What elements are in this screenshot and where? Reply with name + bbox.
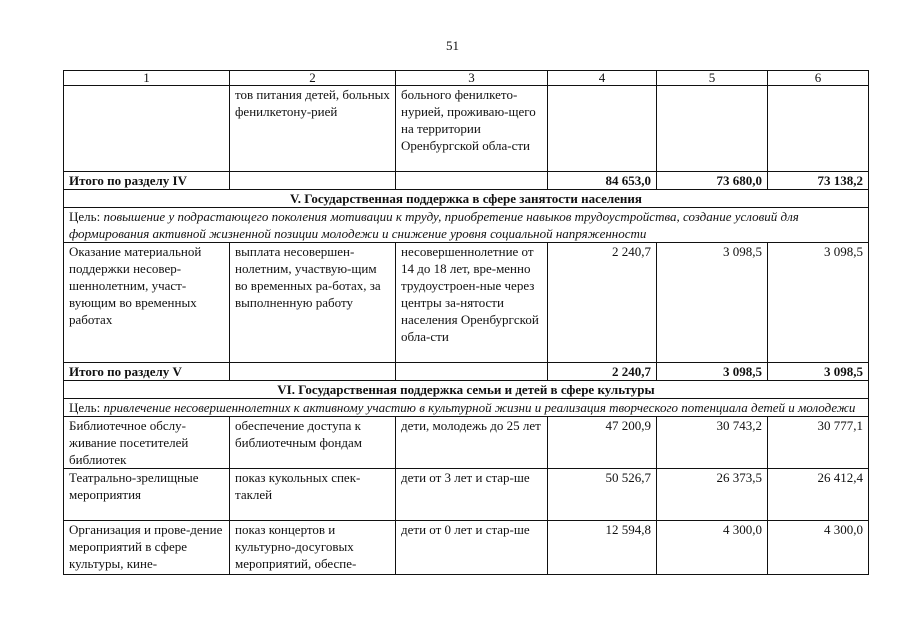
- goal-row: [64, 399, 869, 417]
- value-cell: 12 594,8: [548, 521, 657, 575]
- total-label: Итого по разделу IV: [64, 172, 230, 190]
- content-cell: выплата несовершен-нолетним, участвую-щим во временных ра-ботах, за выполненную работу: [230, 243, 396, 363]
- value-cell: 30 743,2: [657, 417, 768, 469]
- section-heading-row: [64, 190, 869, 208]
- value-cell: 26 412,4: [768, 469, 869, 521]
- activity-cell: Организация и прове-дение мероприятий в сфере культуры, кине-: [64, 521, 230, 575]
- table-row: [64, 521, 869, 575]
- recipients-cell: несовершеннолетние от 14 до 18 лет, вре-менно трудоустроен-ные через центры за-нятости населения Оренбургской обла-сти: [396, 243, 548, 363]
- section-goal: [64, 208, 869, 243]
- value-cell: 47 200,9: [548, 417, 657, 469]
- column-header: 1: [64, 71, 230, 86]
- value-cell: 4 300,0: [657, 521, 768, 575]
- column-header: 3: [396, 71, 548, 86]
- recipients-cell: дети, молодежь до 25 лет: [396, 417, 548, 469]
- value-cell: 30 777,1: [768, 417, 869, 469]
- header-row: [64, 71, 869, 86]
- total-value: 73 138,2: [768, 172, 869, 190]
- section-goal: [64, 399, 869, 417]
- table-row: [64, 86, 869, 172]
- table-row: [64, 417, 869, 469]
- total-value: 2 240,7: [548, 363, 657, 381]
- recipients-cell: дети от 3 лет и стар-ше: [396, 469, 548, 521]
- empty-cell: [396, 363, 548, 381]
- content-cell: тов питания детей, больных фенилкетону-рией: [230, 86, 396, 172]
- goal-prefix: Цель:: [69, 400, 104, 415]
- total-row: [64, 172, 869, 190]
- content-cell: показ концертов и культурно-досуговых мероприятий, обеспе-: [230, 521, 396, 575]
- column-header: 4: [548, 71, 657, 86]
- activity-cell: Библиотечное обслу-живание посетителей библиотек: [64, 417, 230, 469]
- goal-prefix: Цель:: [69, 209, 104, 224]
- column-header: 5: [657, 71, 768, 86]
- value-cell: 4 300,0: [768, 521, 869, 575]
- empty-cell: [230, 172, 396, 190]
- recipients-cell: дети от 0 лет и стар-ше: [396, 521, 548, 575]
- activity-cell: Театрально-зрелищные мероприятия: [64, 469, 230, 521]
- value-cell: 50 526,7: [548, 469, 657, 521]
- section-title: V. Государственная поддержка в сфере занятости населения: [64, 190, 869, 208]
- goal-text: привлечение несовершеннолетних к активному участию в культурной жизни и реализация творческого потенциала детей и молодежи: [103, 400, 856, 415]
- empty-cell: [230, 363, 396, 381]
- total-value: 3 098,5: [657, 363, 768, 381]
- total-row: [64, 363, 869, 381]
- value-cell: 2 240,7: [548, 243, 657, 363]
- value-cell: 3 098,5: [657, 243, 768, 363]
- section-title: VI. Государственная поддержка семьи и детей в сфере культуры: [64, 381, 869, 399]
- activity-cell: Оказание материальной поддержки несовер-шеннолетним, участ-вующим во временных работах: [64, 243, 230, 363]
- recipients-cell: больного фенилкето-нурией, проживаю-щего на территории Оренбургской обла-сти: [396, 86, 548, 172]
- total-value: 3 098,5: [768, 363, 869, 381]
- column-header: 6: [768, 71, 869, 86]
- total-label: Итого по разделу V: [64, 363, 230, 381]
- content-cell: обеспечение доступа к библиотечным фондам: [230, 417, 396, 469]
- goal-row: [64, 208, 869, 243]
- value-cell: 26 373,5: [657, 469, 768, 521]
- budget-table: [63, 70, 869, 575]
- content-cell: показ кукольных спек-таклей: [230, 469, 396, 521]
- value-cell: 3 098,5: [768, 243, 869, 363]
- value-cell: [548, 86, 657, 172]
- value-cell: [768, 86, 869, 172]
- section-heading-row: [64, 381, 869, 399]
- table-row: [64, 243, 869, 363]
- total-value: 73 680,0: [657, 172, 768, 190]
- page-number: 51: [446, 38, 459, 53]
- table-row: [64, 469, 869, 521]
- activity-cell: [64, 86, 230, 172]
- column-header: 2: [230, 71, 396, 86]
- goal-text: повышение у подрастающего поколения мотивации к труду, приобретение навыков трудоустройства, создание условий для формирования активной жизненной позиции молодежи и снижение уровня социальной напряженности: [69, 209, 799, 241]
- empty-cell: [396, 172, 548, 190]
- value-cell: [657, 86, 768, 172]
- total-value: 84 653,0: [548, 172, 657, 190]
